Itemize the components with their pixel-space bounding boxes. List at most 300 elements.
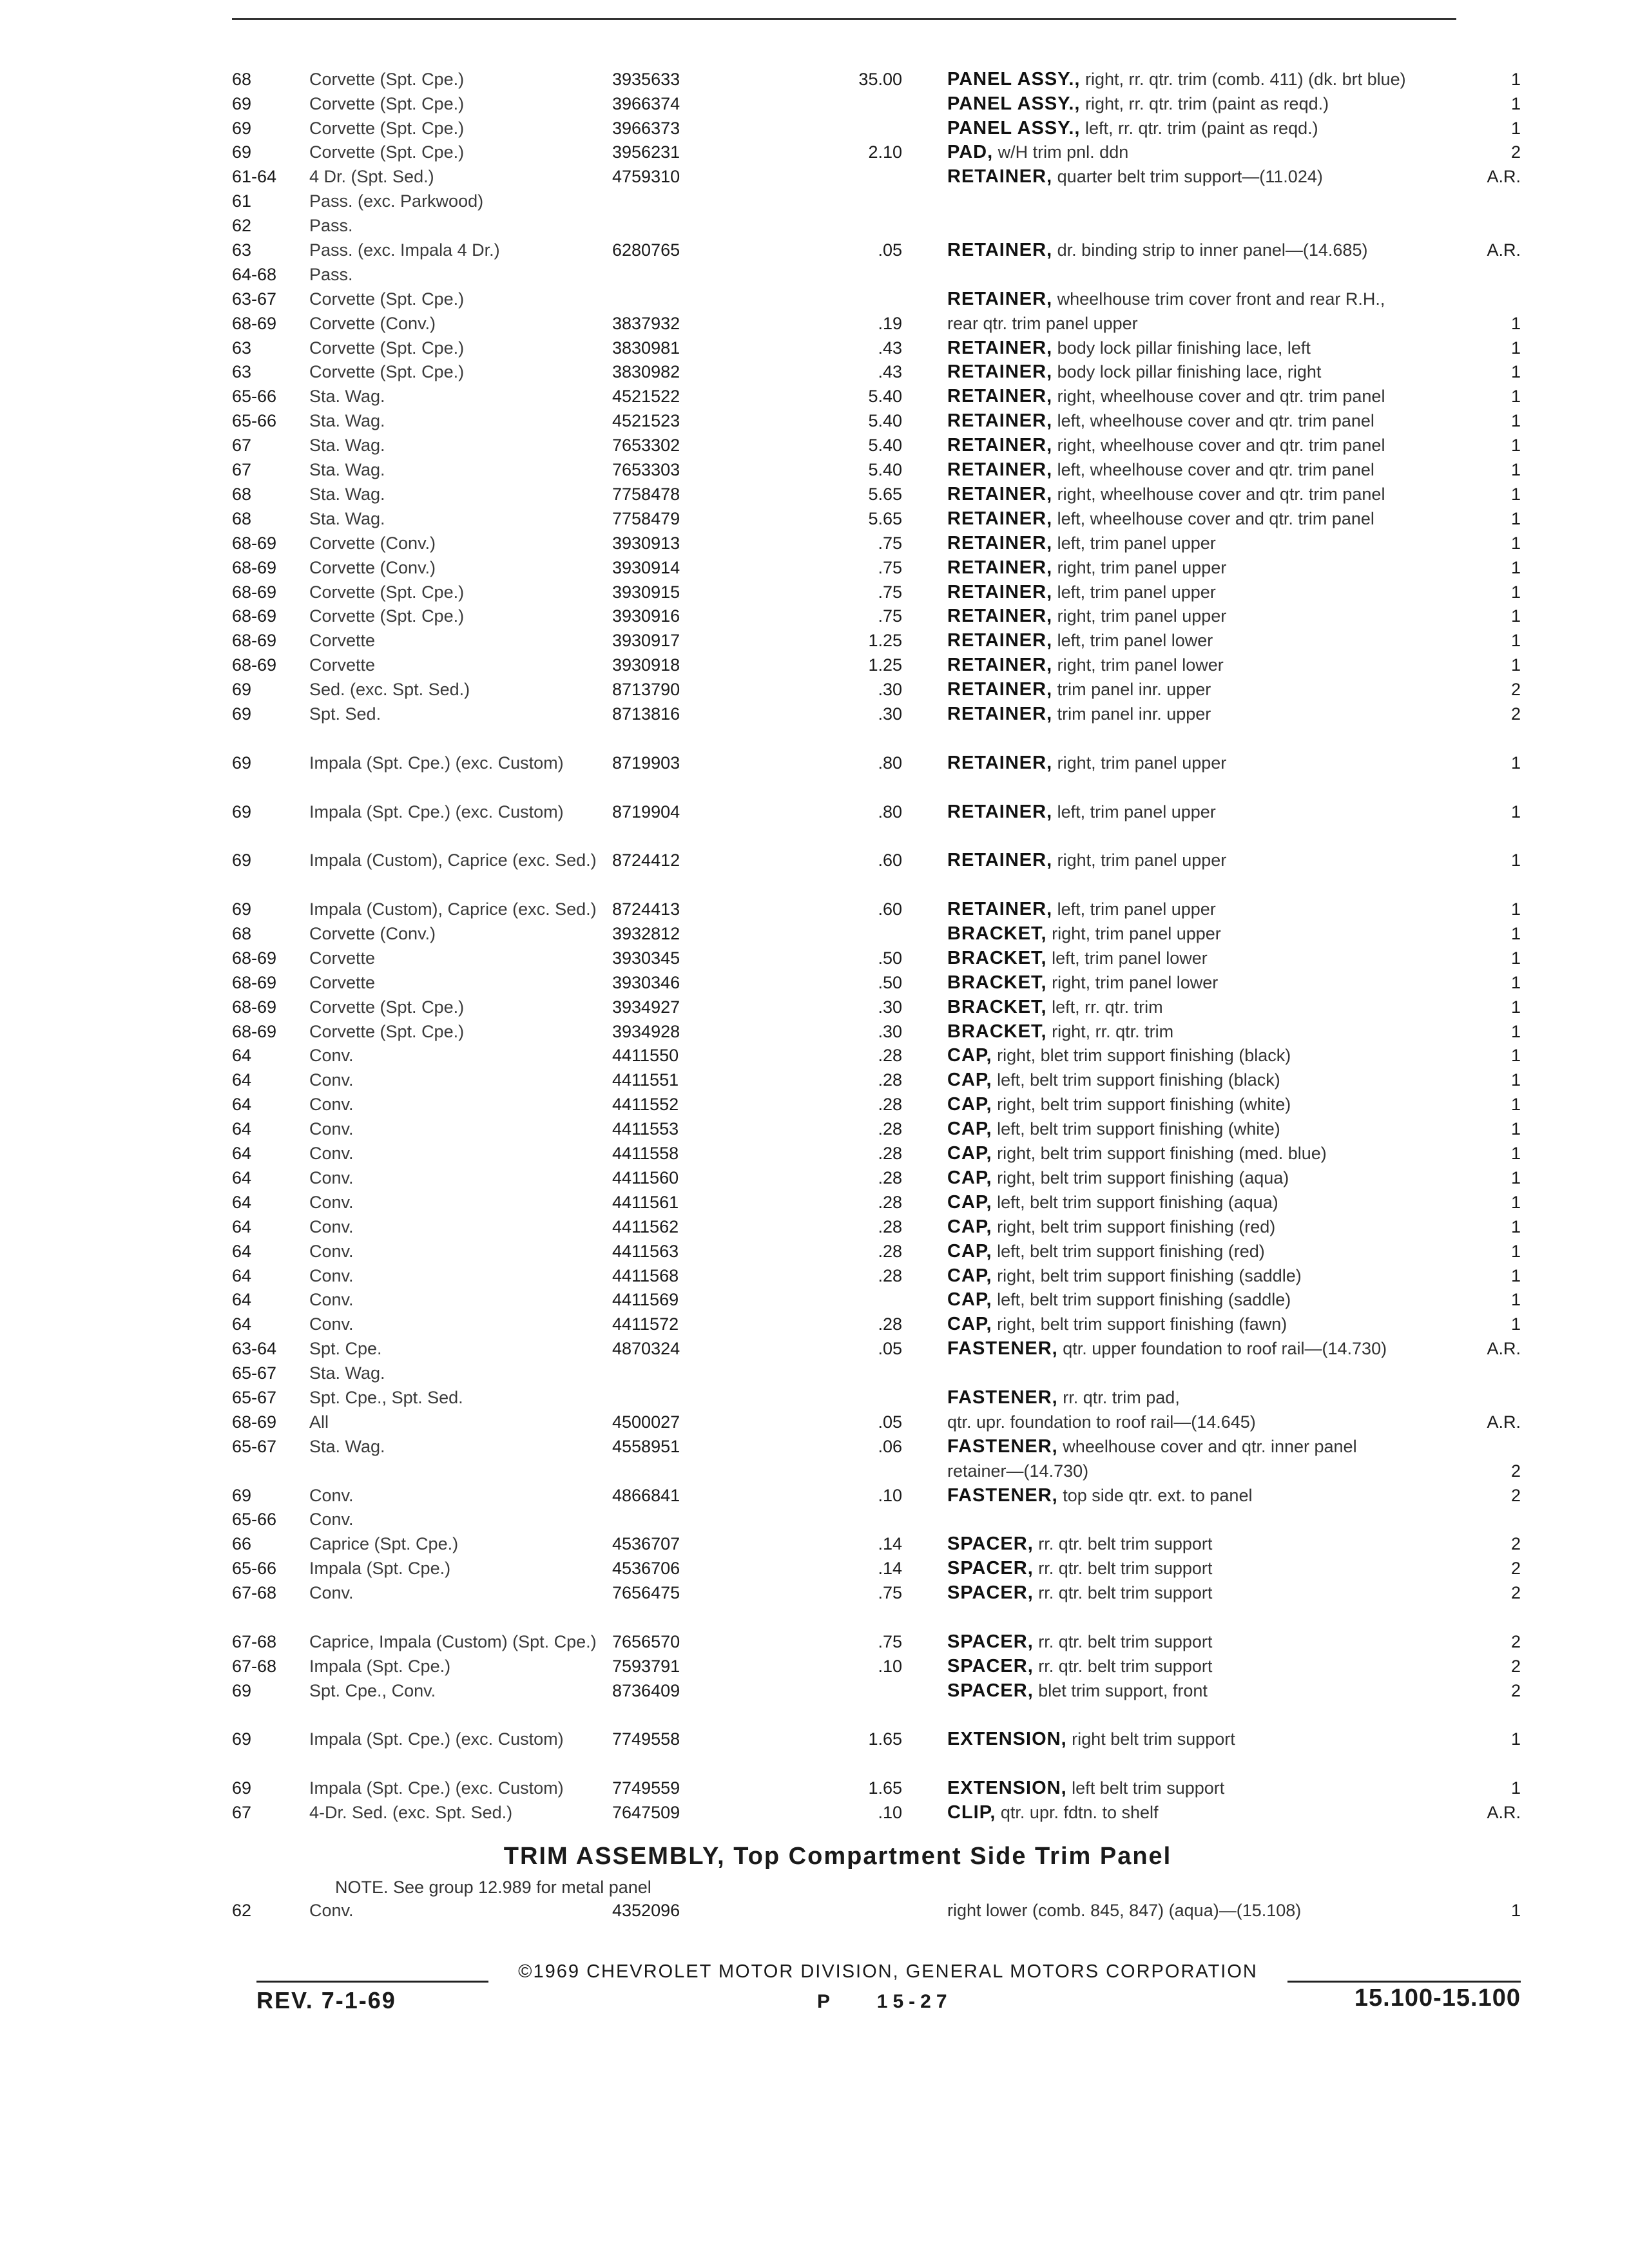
row-price: .19 — [878, 313, 902, 333]
row-description — [947, 1679, 1463, 1703]
row-description — [947, 1264, 1463, 1288]
row-part-number: 8724413 — [612, 899, 680, 919]
row-year: 69 — [232, 142, 252, 162]
table-row — [232, 1339, 1521, 1363]
row-model: Corvette — [309, 655, 376, 675]
row-quantity: 1 — [1510, 606, 1521, 626]
row-part-number: 7758479 — [612, 508, 680, 528]
row-quantity: A.R. — [1487, 1339, 1521, 1359]
row-quantity: 1 — [1510, 972, 1521, 992]
row-year: 67-68 — [232, 1656, 277, 1676]
row-quantity: 1 — [1510, 1119, 1521, 1139]
table-row — [232, 1681, 1521, 1706]
row-price: .30 — [878, 704, 902, 724]
row-model: Conv. — [309, 1901, 354, 1920]
item-name: RETAINER, — [947, 288, 1053, 309]
row-quantity: 1 — [1510, 93, 1521, 113]
row-price: 5.40 — [868, 436, 902, 456]
row-quantity: A.R. — [1487, 240, 1521, 260]
item-detail: left, trim panel upper — [1057, 802, 1216, 822]
row-price: .30 — [878, 1021, 902, 1041]
footer-rule-left — [256, 1981, 488, 1983]
row-description — [947, 117, 1463, 140]
row-model: Impala (Custom), Caprice (exc. Sed.) — [309, 850, 597, 870]
row-year: 64 — [232, 1314, 252, 1334]
item-name: EXTENSION, — [947, 1778, 1067, 1799]
row-year: 69 — [232, 850, 252, 870]
table-row — [232, 558, 1521, 582]
row-description — [947, 1655, 1463, 1678]
row-model: Conv. — [309, 1583, 354, 1603]
row-price: 5.65 — [868, 484, 902, 504]
row-year: 64 — [232, 1144, 252, 1164]
item-detail: right, belt trim support finishing (red) — [997, 1216, 1276, 1236]
item-detail: qtr. upr. foundation to roof rail—(14.645) — [947, 1412, 1256, 1432]
row-part-number: 3934928 — [612, 1021, 680, 1041]
row-quantity: 1 — [1510, 484, 1521, 504]
row-year: 69 — [232, 93, 252, 113]
row-description — [947, 1532, 1463, 1556]
row-price: .28 — [878, 1314, 902, 1334]
row-description — [947, 1191, 1463, 1215]
row-part-number: 3930346 — [612, 972, 680, 992]
item-name: PAD, — [947, 142, 994, 163]
row-part-number: 7653303 — [612, 460, 680, 480]
row-year: 63 — [232, 362, 252, 382]
table-row — [232, 265, 1521, 289]
row-year: 68-69 — [232, 655, 277, 675]
item-detail: trim panel inr. upper — [1057, 704, 1211, 724]
item-name: CAP, — [947, 1119, 992, 1140]
table-row — [232, 827, 1521, 876]
item-detail: right, belt trim support finishing (med. blue) — [997, 1144, 1327, 1164]
item-name: RETAINER, — [947, 581, 1053, 602]
row-description — [947, 336, 1463, 360]
table-row — [232, 1803, 1521, 1827]
table-row — [232, 1022, 1521, 1046]
row-model: Sta. Wag. — [309, 508, 385, 528]
row-model: Conv. — [309, 1241, 354, 1261]
row-price: .28 — [878, 1046, 902, 1066]
row-year: 68-69 — [232, 606, 277, 626]
item-detail: right, trim panel upper — [1052, 924, 1221, 944]
row-model: Sta. Wag. — [309, 436, 385, 456]
row-model: Corvette (Spt. Cpe.) — [309, 997, 465, 1017]
item-detail: left, belt trim support finishing (red) — [997, 1241, 1265, 1261]
table-row — [232, 1608, 1521, 1657]
row-year: 67 — [232, 460, 252, 480]
row-description — [947, 483, 1463, 506]
row-part-number: 4411561 — [612, 1192, 679, 1212]
row-description — [947, 1093, 1463, 1117]
row-model: Corvette — [309, 948, 376, 968]
row-model: Sta. Wag. — [309, 1363, 385, 1383]
row-part-number: 7758478 — [612, 484, 680, 504]
row-year: 69 — [232, 753, 252, 773]
row-model: All — [309, 1412, 329, 1432]
item-detail: right, rr. qtr. trim (comb. 411) (dk. brt blue) — [1084, 69, 1406, 89]
row-quantity: 1 — [1510, 1095, 1521, 1115]
item-name: CAP, — [947, 1314, 992, 1335]
row-price: 2.10 — [868, 142, 902, 162]
item-detail: right, belt trim support finishing (fawn) — [997, 1314, 1287, 1334]
row-description — [947, 1337, 1463, 1361]
row-description — [947, 556, 1463, 580]
item-name: CAP, — [947, 1045, 992, 1066]
row-description — [947, 1312, 1463, 1336]
item-detail: wheelhouse cover and qtr. inner panel — [1063, 1436, 1357, 1456]
item-detail: right, belt trim support finishing (white) — [997, 1095, 1291, 1115]
table-row — [232, 1168, 1521, 1193]
row-price: .75 — [878, 533, 902, 553]
item-detail: top side qtr. ext. to panel — [1063, 1485, 1253, 1505]
item-name: PANEL ASSY., — [947, 93, 1081, 114]
row-part-number: 3966373 — [612, 118, 680, 138]
table-row — [232, 143, 1521, 168]
row-description — [947, 1581, 1463, 1605]
item-detail: left, trim panel upper — [1057, 582, 1216, 602]
row-model: Conv. — [309, 1510, 354, 1530]
row-quantity: 1 — [1510, 411, 1521, 431]
row-quantity: 2 — [1510, 142, 1521, 162]
row-part-number: 3930917 — [612, 631, 680, 651]
row-description — [947, 1435, 1463, 1459]
item-detail: body lock pillar finishing lace, right — [1057, 362, 1322, 382]
row-quantity: 1 — [1510, 1265, 1521, 1285]
table-row — [232, 1242, 1521, 1266]
row-model: Caprice (Spt. Cpe.) — [309, 1534, 459, 1554]
item-detail: right, rr. qtr. trim (paint as reqd.) — [1084, 93, 1329, 113]
row-model: Corvette — [309, 972, 376, 992]
row-year: 69 — [232, 1680, 252, 1700]
item-detail: rr. qtr. trim pad, — [1063, 1387, 1180, 1407]
row-description — [947, 629, 1463, 653]
table-row — [232, 1070, 1521, 1095]
row-part-number: 3956231 — [612, 142, 680, 162]
row-year: 68-69 — [232, 1021, 277, 1041]
table-row — [232, 387, 1521, 411]
row-model: Conv. — [309, 1290, 354, 1310]
row-part-number: 3935633 — [612, 69, 680, 89]
table-row — [232, 924, 1521, 948]
row-description — [947, 971, 1463, 995]
item-name: BRACKET, — [947, 1021, 1047, 1042]
item-detail: left, belt trim support finishing (aqua) — [997, 1192, 1278, 1212]
item-name: RETAINER, — [947, 532, 1053, 553]
row-year: 68-69 — [232, 997, 277, 1017]
row-part-number: 4411572 — [612, 1314, 679, 1334]
row-part-number: 3932812 — [612, 924, 680, 944]
item-name: CAP, — [947, 1191, 992, 1213]
table-row — [232, 1706, 1521, 1754]
row-quantity: 1 — [1510, 460, 1521, 480]
row-part-number: 7656570 — [612, 1631, 680, 1651]
row-quantity: 1 — [1510, 508, 1521, 528]
row-year: 63-64 — [232, 1339, 277, 1359]
row-description — [947, 1166, 1463, 1190]
item-detail: left, trim panel upper — [1057, 533, 1216, 553]
row-model: Caprice, Impala (Custom) (Spt. Cpe.) — [309, 1631, 597, 1651]
row-price: .30 — [878, 997, 902, 1017]
row-description — [947, 1044, 1463, 1068]
row-year: 68-69 — [232, 631, 277, 651]
row-model: Pass. — [309, 216, 353, 236]
row-description — [947, 1727, 1463, 1751]
row-description — [947, 360, 1463, 384]
item-name: CAP, — [947, 1289, 992, 1311]
row-year: 68 — [232, 69, 252, 89]
row-quantity: 1 — [1510, 557, 1521, 577]
row-price: .28 — [878, 1070, 902, 1090]
row-part-number: 8736409 — [612, 1680, 680, 1700]
row-quantity: 1 — [1510, 533, 1521, 553]
row-model: Corvette (Spt. Cpe.) — [309, 606, 465, 626]
row-price: 5.40 — [868, 460, 902, 480]
row-year: 64 — [232, 1119, 252, 1139]
row-year: 69 — [232, 704, 252, 724]
row-quantity: 1 — [1510, 655, 1521, 675]
row-model: Conv. — [309, 1485, 354, 1505]
row-part-number: 3966374 — [612, 93, 680, 113]
footer-copyright: ©1969 CHEVROLET MOTOR DIVISION, GENERAL MOTORS CORPORATION — [518, 1961, 1258, 1982]
row-part-number: 4411563 — [612, 1241, 679, 1261]
table-row — [232, 1754, 1521, 1803]
row-quantity: 2 — [1510, 1559, 1521, 1579]
row-part-number: 4411558 — [612, 1144, 679, 1164]
row-price: .75 — [878, 1583, 902, 1603]
row-price: .28 — [878, 1265, 902, 1285]
row-model: 4-Dr. Sed. (exc. Spt. Sed.) — [309, 1803, 513, 1823]
item-detail: left, trim panel lower — [1057, 631, 1213, 651]
row-model: Pass. (exc. Impala 4 Dr.) — [309, 240, 500, 260]
row-description — [947, 678, 1463, 702]
row-price: .60 — [878, 899, 902, 919]
row-description — [947, 287, 1463, 311]
row-part-number: 3830982 — [612, 362, 680, 382]
row-quantity: 2 — [1510, 680, 1521, 700]
table-row — [232, 1486, 1521, 1510]
row-model: Conv. — [309, 1046, 354, 1066]
row-quantity: 1 — [1510, 948, 1521, 968]
table-row — [232, 778, 1521, 827]
row-part-number: 4521522 — [612, 387, 680, 407]
row-description — [947, 1386, 1463, 1410]
row-model: Corvette (Spt. Cpe.) — [309, 1021, 465, 1041]
row-year: 64 — [232, 1168, 252, 1187]
item-name: SPACER, — [947, 1680, 1034, 1701]
table-row — [232, 1583, 1521, 1608]
table-row — [232, 45, 1521, 94]
footer-page-number: P 15-27 — [817, 1991, 952, 2012]
row-model: Corvette — [309, 631, 376, 651]
row-quantity: 1 — [1510, 1901, 1521, 1920]
row-description — [947, 532, 1463, 555]
row-description — [947, 849, 1463, 872]
item-name: RETAINER, — [947, 801, 1053, 822]
row-model: Corvette (Spt. Cpe.) — [309, 69, 465, 89]
row-part-number: 3837932 — [612, 313, 680, 333]
row-price: .05 — [878, 240, 902, 260]
table-row — [232, 1388, 1521, 1412]
row-year: 65-67 — [232, 1363, 277, 1383]
row-description — [947, 92, 1463, 116]
item-detail: rr. qtr. belt trim support — [1038, 1583, 1213, 1603]
row-description — [947, 140, 1463, 164]
row-quantity: 1 — [1510, 924, 1521, 944]
table-row — [232, 948, 1521, 973]
item-detail: left, wheelhouse cover and qtr. trim panel — [1057, 460, 1374, 480]
item-name: CAP, — [947, 1265, 992, 1286]
item-detail: right, trim panel lower — [1057, 655, 1224, 675]
row-year: 67 — [232, 436, 252, 456]
row-year: 62 — [232, 1901, 252, 1920]
item-detail: left, rr. qtr. trim — [1052, 997, 1163, 1017]
item-detail: right, wheelhouse cover and qtr. trim panel — [1057, 436, 1385, 456]
row-description — [947, 702, 1463, 726]
row-part-number: 4411550 — [612, 1046, 679, 1066]
item-name: SPACER, — [947, 1631, 1034, 1652]
table-row — [232, 1437, 1521, 1461]
item-detail: right, trim panel upper — [1057, 557, 1227, 577]
row-quantity: A.R. — [1487, 1412, 1521, 1432]
row-quantity: 1 — [1510, 1778, 1521, 1798]
row-year: 66 — [232, 1534, 252, 1554]
row-price: 5.40 — [868, 411, 902, 431]
item-detail: right, belt trim support finishing (aqua) — [997, 1168, 1289, 1187]
section-title: TRIM ASSEMBLY, Top Compartment Side Trim Panel — [503, 1843, 1172, 1870]
row-quantity: 1 — [1510, 899, 1521, 919]
row-price: .28 — [878, 1095, 902, 1115]
row-part-number: 4352096 — [612, 1901, 680, 1920]
table-row — [232, 1510, 1521, 1535]
row-quantity: 1 — [1510, 1290, 1521, 1310]
table-row — [232, 1046, 1521, 1071]
row-quantity: 1 — [1510, 362, 1521, 382]
row-model: Corvette (Conv.) — [309, 533, 436, 553]
table-row — [232, 1119, 1521, 1144]
row-model: Conv. — [309, 1168, 354, 1187]
row-quantity: 2 — [1510, 1534, 1521, 1554]
row-quantity: 1 — [1510, 1144, 1521, 1164]
item-name: RETAINER, — [947, 483, 1053, 505]
row-year: 65-66 — [232, 387, 277, 407]
item-name: BRACKET, — [947, 923, 1047, 945]
row-part-number: 8713816 — [612, 704, 680, 724]
item-detail: body lock pillar finishing lace, left — [1057, 338, 1311, 358]
row-year: 68 — [232, 924, 252, 944]
row-model: Corvette (Spt. Cpe.) — [309, 338, 465, 358]
row-price: .10 — [878, 1485, 902, 1505]
section-row — [232, 1899, 1521, 1925]
row-quantity: A.R. — [1487, 1803, 1521, 1823]
row-part-number: 7653302 — [612, 436, 680, 456]
table-row — [232, 607, 1521, 631]
row-description — [947, 751, 1463, 775]
item-detail: wheelhouse trim cover front and rear R.H., — [1057, 289, 1385, 309]
row-description — [947, 1117, 1463, 1141]
row-part-number: 4411560 — [612, 1168, 679, 1187]
item-detail: rr. qtr. belt trim support — [1038, 1534, 1213, 1554]
table-row — [232, 363, 1521, 387]
item-detail: qtr. upper foundation to roof rail—(14.730) — [1063, 1339, 1387, 1359]
row-quantity: 2 — [1510, 1485, 1521, 1505]
row-description — [947, 922, 1463, 946]
table-row — [232, 167, 1521, 191]
row-model: Conv. — [309, 1216, 354, 1236]
table-row — [232, 655, 1521, 680]
item-name: CAP, — [947, 1167, 992, 1188]
item-name: RETAINER, — [947, 508, 1053, 529]
row-year: 64 — [232, 1290, 252, 1310]
row-description — [947, 1484, 1463, 1508]
footer-revision: REV. 7-1-69 — [256, 1987, 396, 2013]
row-quantity: 1 — [1510, 631, 1521, 651]
item-detail: quarter belt trim support—(11.024) — [1057, 167, 1323, 187]
table-row — [232, 460, 1521, 485]
row-year: 61-64 — [232, 167, 277, 187]
row-year: 65-67 — [232, 1436, 277, 1456]
table-row — [232, 94, 1521, 119]
row-price: 35.00 — [858, 69, 902, 89]
row-model: Spt. Cpe., Spt. Sed. — [309, 1387, 463, 1407]
item-name: BRACKET, — [947, 947, 1047, 968]
row-price: 1.65 — [868, 1778, 902, 1798]
row-quantity: 2 — [1510, 704, 1521, 724]
row-model: Sta. Wag. — [309, 460, 385, 480]
row-price: .60 — [878, 850, 902, 870]
row-model: Sta. Wag. — [309, 411, 385, 431]
row-year: 64 — [232, 1046, 252, 1066]
row-quantity: 2 — [1510, 1656, 1521, 1676]
row-year: 64-68 — [232, 264, 277, 284]
row-quantity: 1 — [1510, 1070, 1521, 1090]
item-detail: left belt trim support — [1072, 1778, 1225, 1798]
row-part-number: 3930915 — [612, 582, 680, 602]
item-name: RETAINER, — [947, 557, 1053, 578]
row-part-number: 4411551 — [612, 1070, 679, 1090]
row-model: Impala (Spt. Cpe.) (exc. Custom) — [309, 753, 564, 773]
row-price: .28 — [878, 1144, 902, 1164]
row-description — [947, 1240, 1463, 1264]
row-quantity: 1 — [1510, 1241, 1521, 1261]
row-year: 64 — [232, 1070, 252, 1090]
row-description — [947, 1410, 1463, 1434]
row-quantity: 1 — [1510, 1021, 1521, 1041]
row-year: 63 — [232, 338, 252, 358]
row-model: Pass. (exc. Parkwood) — [309, 191, 484, 211]
row-description — [947, 165, 1463, 189]
table-row — [232, 1193, 1521, 1217]
top-rule — [232, 18, 1456, 20]
row-description — [947, 409, 1463, 433]
table-row — [232, 1363, 1521, 1388]
row-quantity: 1 — [1510, 1192, 1521, 1212]
row-model: Spt. Cpe., Conv. — [309, 1680, 436, 1700]
row-price: .05 — [878, 1412, 902, 1432]
item-name: SPACER, — [947, 1655, 1034, 1677]
table-row — [232, 240, 1521, 265]
row-year: 63-67 — [232, 289, 277, 309]
row-part-number: 3930916 — [612, 606, 680, 626]
table-row — [232, 973, 1521, 997]
row-year: 69 — [232, 1729, 252, 1749]
table-row — [232, 1412, 1521, 1437]
item-detail: right, blet trim support finishing (black) — [997, 1046, 1291, 1066]
row-part-number: 4759310 — [612, 167, 680, 187]
row-description — [947, 385, 1463, 408]
item-name: RETAINER, — [947, 899, 1053, 920]
row-year: 67-68 — [232, 1631, 277, 1651]
